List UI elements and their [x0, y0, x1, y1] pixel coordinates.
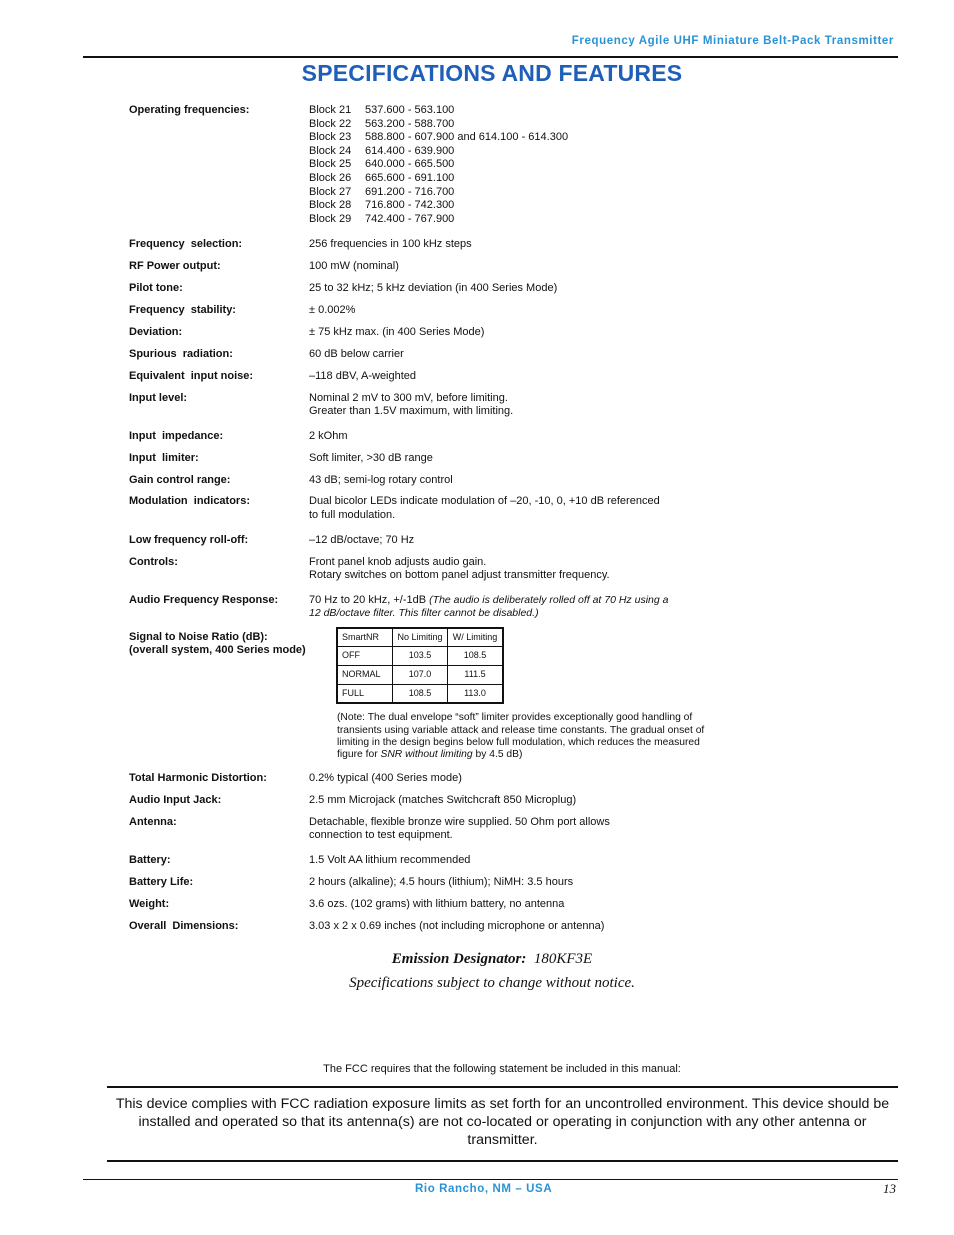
snr-header: No Limiting — [393, 628, 448, 647]
frequency-block-row — [309, 199, 789, 213]
spec-value-line: 43 dB; semi-log rotary control — [309, 473, 453, 486]
snr-cell: OFF — [337, 647, 393, 666]
spec-label: Operating frequencies: — [129, 104, 250, 116]
snr-note-text: by 4.5 dB) — [472, 749, 523, 761]
spec-row — [129, 772, 789, 786]
block-name: Block 24 — [309, 144, 352, 157]
spec-row-snr — [129, 631, 789, 704]
spec-label: Audio Frequency Response: — [129, 593, 279, 606]
spec-value-line: to full modulation. — [309, 509, 396, 522]
block-name: Block 29 — [309, 212, 352, 225]
spec-label: Deviation: — [129, 325, 183, 338]
spec-value-line: Front panel knob adjusts audio gain. — [309, 555, 487, 568]
snr-note-line — [337, 749, 767, 761]
spec-row — [129, 238, 789, 252]
snr-note-line: transients using variable attack and release time constants. The gradual onset of — [337, 724, 705, 736]
snr-note-italic: SNR without limiting — [380, 749, 473, 761]
spec-value-line: 2 kOhm — [309, 429, 348, 442]
snr-header: SmartNR — [337, 628, 393, 647]
spec-label: Battery Life: — [129, 875, 194, 888]
snr-header-row — [337, 628, 503, 647]
block-name: Block 28 — [309, 199, 352, 212]
block-range: 640.000 - 665.500 — [365, 158, 455, 171]
snr-row — [337, 684, 503, 703]
spec-row — [129, 392, 789, 419]
snr-cell: 108.5 — [448, 647, 504, 666]
spec-value — [309, 430, 789, 444]
block-range: 588.800 - 607.900 and 614.100 - 614.300 — [365, 131, 569, 144]
spec-label: Equivalent input noise: — [129, 369, 254, 382]
frequency-block-row — [309, 172, 789, 186]
spec-value-line: Nominal 2 mV to 300 mV, before limiting. — [309, 391, 508, 404]
spec-label: RF Power output: — [129, 260, 221, 273]
spec-value-line: 3.03 x 2 x 0.69 inches (not including microphone or antenna) — [309, 919, 605, 932]
snr-cell: 113.0 — [448, 684, 504, 703]
spec-value-line: 1.5 Volt AA lithium recommended — [309, 853, 471, 866]
fcc-bottom-rule — [107, 1160, 898, 1162]
snr-label-1: Signal to Noise Ratio (dB): — [129, 630, 268, 643]
spec-value-line: Rotary switches on bottom panel adjust transmitter frequency. — [309, 569, 610, 582]
spec-row — [129, 876, 789, 890]
spec-row — [129, 534, 789, 548]
subject-to-change-note: Specifications subject to change without notice. — [349, 975, 635, 991]
spec-row — [129, 474, 789, 488]
emission-label: Emission Designator: — [391, 951, 527, 967]
emission-value: 180KF3E — [533, 951, 593, 967]
spec-label: Frequency stability: — [129, 304, 236, 317]
spec-label: Spurious radiation: — [129, 347, 233, 360]
spec-value-line: Dual bicolor LEDs indicate modulation of –20, -10, 0, +10 dB referenced — [309, 495, 660, 508]
block-range: 537.600 - 563.100 — [365, 104, 455, 116]
spec-value-line: ± 75 kHz max. (in 400 Series Mode) — [309, 325, 485, 338]
block-range: 716.800 - 742.300 — [365, 199, 455, 212]
spec-value-line: 2.5 mm Microjack (matches Switchcraft 850 Microplug) — [309, 793, 577, 806]
bottom-rule — [83, 1179, 898, 1180]
spec-value — [309, 854, 789, 868]
audio-response-note-2: 12 dB/octave filter. This filter cannot be disabled.) — [309, 607, 539, 620]
spec-value — [309, 282, 789, 296]
frequency-block-row — [309, 118, 789, 132]
block-name: Block 25 — [309, 158, 352, 171]
spec-label — [129, 631, 309, 704]
spec-value-line: Soft limiter, >30 dB range — [309, 451, 433, 464]
spec-value-line: 2 hours (alkaline); 4.5 hours (lithium); NiMH: 3.5 hours — [309, 875, 574, 888]
spec-label: Antenna: — [129, 815, 177, 828]
spec-label: Controls: — [129, 555, 178, 568]
block-range: 665.600 - 691.100 — [365, 171, 455, 184]
spec-row-operating-frequencies — [129, 104, 789, 226]
fcc-statement: This device complies with FCC radiation exposure limits as set forth for an uncontrolled environment. This device should be installed and operated so that its antenna(s) are not co-located or operating in conjunction with any other antenna or transmitter. — [115, 1096, 890, 1148]
snr-note-line: limiting in the design begins below full modulation, which reduces the measured — [337, 737, 700, 749]
spec-label: Modulation indicators: — [129, 495, 250, 508]
spec-label: Battery: — [129, 853, 171, 866]
spec-row — [129, 430, 789, 444]
spec-value — [309, 304, 789, 318]
spec-row — [129, 556, 789, 583]
snr-note-text: figure for — [337, 749, 381, 761]
spec-group-1 — [129, 238, 789, 582]
snr-label-2: (overall system, 400 Series mode) — [129, 644, 306, 657]
spec-value-line: 25 to 32 kHz; 5 kHz deviation (in 400 Series Mode) — [309, 282, 558, 295]
page-title: SPECIFICATIONS AND FEATURES — [301, 60, 683, 86]
block-name: Block 27 — [309, 185, 352, 198]
spec-value — [309, 898, 789, 912]
snr-header: W/ Limiting — [448, 628, 504, 647]
audio-response-value: 70 Hz to 20 kHz, +/-1dB — [309, 593, 427, 606]
footer-location: Rio Rancho, NM – USA — [415, 1183, 553, 1195]
spec-label: Input limiter: — [129, 451, 199, 464]
spec-value-line: Greater than 1.5V maximum, with limiting. — [309, 405, 514, 418]
frequency-blocks — [309, 104, 789, 226]
snr-table-wrap — [309, 631, 789, 704]
snr-cell: 108.5 — [393, 684, 448, 703]
spec-row — [129, 370, 789, 384]
snr-cell: NORMAL — [337, 666, 393, 685]
specifications-list — [129, 104, 789, 941]
spec-row — [129, 920, 789, 934]
running-header: Frequency Agile UHF Miniature Belt-Pack Transmitter — [571, 35, 894, 47]
audio-response-note: (The audio is deliberately rolled off at 70 Hz using a — [429, 593, 669, 606]
spec-value — [309, 816, 789, 843]
spec-group-2 — [129, 772, 789, 933]
spec-value — [309, 348, 789, 362]
spec-value — [309, 392, 789, 419]
spec-value — [309, 772, 789, 786]
spec-value-line: ± 0.002% — [309, 304, 356, 317]
fcc-top-rule — [107, 1086, 898, 1088]
snr-row — [337, 666, 503, 685]
spec-value-line: 100 mW (nominal) — [309, 260, 399, 273]
frequency-block-row — [309, 213, 789, 227]
spec-row — [129, 794, 789, 808]
spec-label: Audio Input Jack: — [129, 793, 222, 806]
spec-value — [309, 594, 789, 621]
spec-value — [309, 370, 789, 384]
frequency-block-row — [309, 104, 789, 118]
snr-cell: FULL — [337, 684, 393, 703]
spec-value-line: –12 dB/octave; 70 Hz — [309, 533, 415, 546]
spec-row — [129, 304, 789, 318]
snr-table — [336, 627, 504, 704]
snr-note-line: (Note: The dual envelope “soft” limiter provides exceptionally good handling of — [337, 712, 693, 724]
spec-value-line: 256 frequencies in 100 kHz steps — [309, 238, 472, 251]
spec-label: Overall Dimensions: — [129, 919, 239, 932]
frequency-block-row — [309, 131, 789, 145]
snr-note — [337, 712, 767, 762]
spec-value — [309, 238, 789, 252]
block-range: 614.400 - 639.900 — [365, 144, 455, 157]
spec-value — [309, 794, 789, 808]
top-rule — [83, 56, 898, 58]
spec-value — [309, 876, 789, 890]
frequency-block-row — [309, 158, 789, 172]
page-number: 13 — [883, 1181, 896, 1196]
spec-value — [309, 534, 789, 548]
spec-label: Input impedance: — [129, 429, 224, 442]
spec-row — [129, 452, 789, 466]
block-name: Block 21 — [309, 104, 352, 116]
spec-value — [309, 556, 789, 583]
spec-row — [129, 854, 789, 868]
spec-value — [309, 326, 789, 340]
spec-row — [129, 282, 789, 296]
frequency-block-row — [309, 145, 789, 159]
spec-value — [309, 452, 789, 466]
block-range: 563.200 - 588.700 — [365, 117, 455, 130]
block-name: Block 23 — [309, 131, 352, 144]
spec-label: Weight: — [129, 897, 170, 910]
block-name: Block 22 — [309, 117, 352, 130]
spec-value-line: 3.6 ozs. (102 grams) with lithium battery, no antenna — [309, 897, 565, 910]
spec-label: Low frequency roll-off: — [129, 533, 249, 546]
block-name: Block 26 — [309, 171, 352, 184]
spec-label: Input level: — [129, 391, 188, 404]
snr-cell: 107.0 — [393, 666, 448, 685]
spec-value-line: 0.2% typical (400 Series mode) — [309, 771, 462, 784]
block-range: 742.400 - 767.900 — [365, 212, 455, 225]
spec-row — [129, 260, 789, 274]
spec-value — [309, 920, 789, 934]
spec-value — [309, 495, 789, 522]
spec-value — [309, 474, 789, 488]
spec-label: Gain control range: — [129, 473, 231, 486]
spec-value-line: Detachable, flexible bronze wire supplied. 50 Ohm port allows — [309, 815, 610, 828]
spec-row-audio-frequency-response — [129, 594, 789, 621]
spec-value-line: 60 dB below carrier — [309, 347, 404, 360]
frequency-block-row — [309, 186, 789, 200]
spec-label: Frequency selection: — [129, 238, 243, 251]
fcc-requirement: The FCC requires that the following statement be included in this manual: — [323, 1063, 681, 1075]
snr-cell: 103.5 — [393, 647, 448, 666]
spec-row — [129, 348, 789, 362]
spec-label: Total Harmonic Distortion: — [129, 771, 267, 784]
spec-row — [129, 326, 789, 340]
snr-cell: 111.5 — [448, 666, 504, 685]
snr-row — [337, 647, 503, 666]
spec-row — [129, 898, 789, 912]
spec-value-line: connection to test equipment. — [309, 829, 453, 842]
spec-row — [129, 495, 789, 522]
spec-value — [309, 260, 789, 274]
spec-row — [129, 816, 789, 843]
emission-designator — [0, 951, 954, 968]
block-range: 691.200 - 716.700 — [365, 185, 455, 198]
spec-value-line: –118 dBV, A-weighted — [309, 369, 417, 382]
spec-label: Pilot tone: — [129, 282, 183, 295]
